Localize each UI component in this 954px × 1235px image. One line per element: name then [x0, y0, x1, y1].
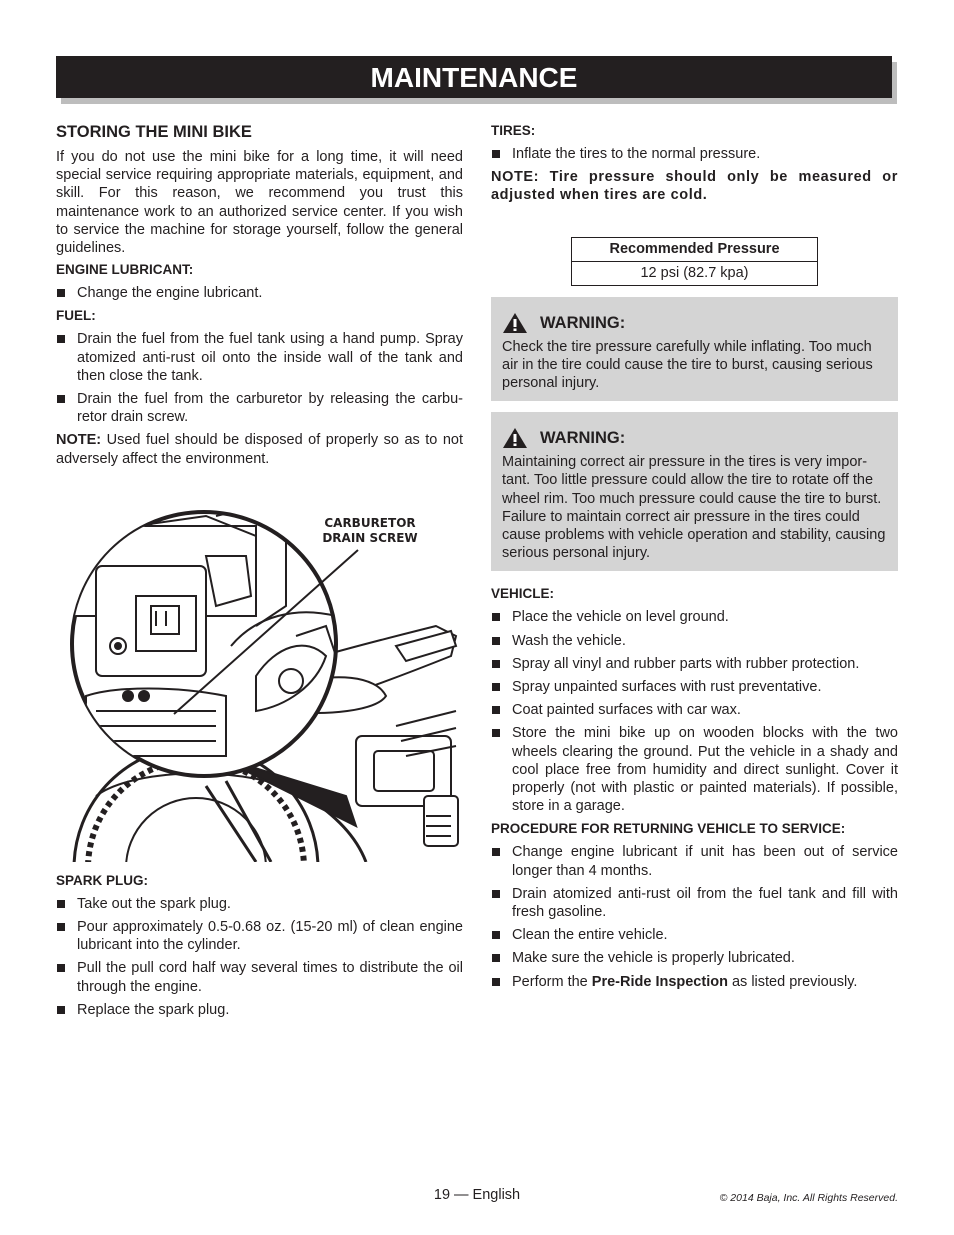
storing-heading: STORING THE MINI BIKE — [56, 123, 252, 141]
list-item: Drain atomized anti-rust oil from the fuel tank and fill with fresh gasoline. — [491, 885, 898, 921]
returning-heading: PROCEDURE FOR RETURNING VEHICLE TO SERVICE: — [491, 821, 846, 837]
right-column — [491, 122, 898, 996]
last-item-prefix: Perform the — [512, 973, 592, 990]
vehicle-list — [491, 608, 898, 815]
callout-line-1: CARBURETOR — [324, 515, 416, 530]
pressure-table-value: 12 psi (82.7 kpa) — [572, 261, 818, 285]
list-item: Spray all vinyl and rubber parts with rubber protection. — [491, 655, 898, 673]
page-title: MAINTENANCE — [56, 56, 892, 98]
warning-text: Maintaining correct air pressure in the tires is very impor-tant. Too little pressure could allow the tire to rotate off the wheel rim. Too much pressure could cause the tire to burst. Failure to maintain correct air pressure in the tires could cause problems with vehicle operation and stability, causing serious personal injury. — [502, 454, 886, 562]
list-item: Store the mini bike up on wooden blocks with the two wheels clearing the ground. Put the vehicle in a shady and cool place free from humidity and direct sunlight. Cover it properly (not with plastic or painted materials). If possible, store in a garage. — [491, 724, 898, 815]
list-item: Clean the entire vehicle. — [491, 926, 898, 944]
list-item: Pull the pull cord half way several times to distribute the oil through the engine. — [56, 959, 463, 995]
callout-line-2: DRAIN SCREW — [322, 530, 418, 545]
tires-heading: TIRES: — [491, 123, 536, 138]
warning-title-text: WARNING: — [540, 429, 626, 448]
note-label: NOTE: — [56, 432, 102, 449]
list-item: Change engine lubricant if unit has been out of service longer than 4 months. — [491, 843, 898, 879]
warning-box — [491, 412, 898, 571]
storing-intro: If you do not use the mini bike for a long time, it will need special service requiring appropriate materials, equipment, and skill. For this reason, we recommend you trust this maintenance work to an authorized service center. If you wish to service the machine for storage yourself, follow the general guidelines. — [56, 149, 463, 257]
engine-lubricant-heading: ENGINE LUBRICANT: — [56, 262, 194, 278]
returning-list — [491, 843, 898, 990]
copyright: © 2014 Baja, Inc. All Rights Reserved. — [719, 1192, 898, 1204]
list-item: Change the engine lubricant. — [56, 284, 463, 302]
spark-plug-heading: SPARK PLUG: — [56, 872, 149, 888]
list-item: Spray unpainted surfaces with rust preventative. — [491, 678, 898, 696]
list-item: Make sure the vehicle is properly lubricated. — [491, 949, 898, 967]
warning-title — [502, 427, 887, 449]
list-item — [491, 973, 898, 991]
last-item-suffix: as listed previously. — [727, 973, 858, 990]
carburetor-illustration — [56, 496, 463, 862]
page-number: 19 — English — [433, 1187, 521, 1203]
list-item: Drain the fuel from the carburetor by releasing the carbu-retor drain screw. — [56, 390, 463, 426]
list-item: Pour approximately 0.5-0.68 oz. (15-20 ml) of clean engine lubricant into the cylinder. — [56, 918, 463, 954]
left-column — [56, 122, 463, 1024]
list-item: Coat painted surfaces with car wax. — [491, 701, 898, 719]
pre-ride-inspection-label: Pre-Ride Inspection — [591, 973, 728, 990]
pressure-table-header: Recommended Pressure — [572, 237, 818, 261]
note-text: Used fuel should be disposed of properly so as to not adversely affect the environment. — [56, 432, 463, 467]
carburetor-figure — [56, 496, 463, 862]
fuel-note — [56, 431, 463, 467]
warning-text: Check the tire pressure carefully while inflating. Too much air in the tire could cause the tire to burst, causing serious personal injury. — [502, 338, 873, 392]
list-item: Inflate the tires to the normal pressure. — [491, 145, 898, 163]
tires-list — [491, 145, 898, 163]
pressure-table — [571, 237, 818, 286]
list-item: Take out the spark plug. — [56, 895, 463, 913]
engine-lubricant-list — [56, 284, 463, 302]
list-item: Place the vehicle on level ground. — [491, 608, 898, 626]
list-item: Drain the fuel from the fuel tank using a hand pump. Spray atomized anti-rust oil onto the inside wall of the tank and then close the tank. — [56, 330, 463, 385]
fuel-list — [56, 330, 463, 426]
spark-plug-list — [56, 895, 463, 1019]
figure-callout — [320, 516, 420, 546]
fuel-heading: FUEL: — [56, 308, 96, 324]
warning-triangle-icon — [502, 427, 528, 449]
warning-title — [502, 312, 887, 334]
warning-box — [491, 297, 898, 402]
warning-triangle-icon — [502, 312, 528, 334]
list-item: Replace the spark plug. — [56, 1001, 463, 1019]
tires-note: NOTE: Tire pressure should only be measured or adjusted when tires are cold. — [491, 169, 898, 204]
warning-title-text: WARNING: — [540, 313, 626, 332]
list-item: Wash the vehicle. — [491, 632, 898, 650]
vehicle-heading: VEHICLE: — [491, 586, 555, 602]
